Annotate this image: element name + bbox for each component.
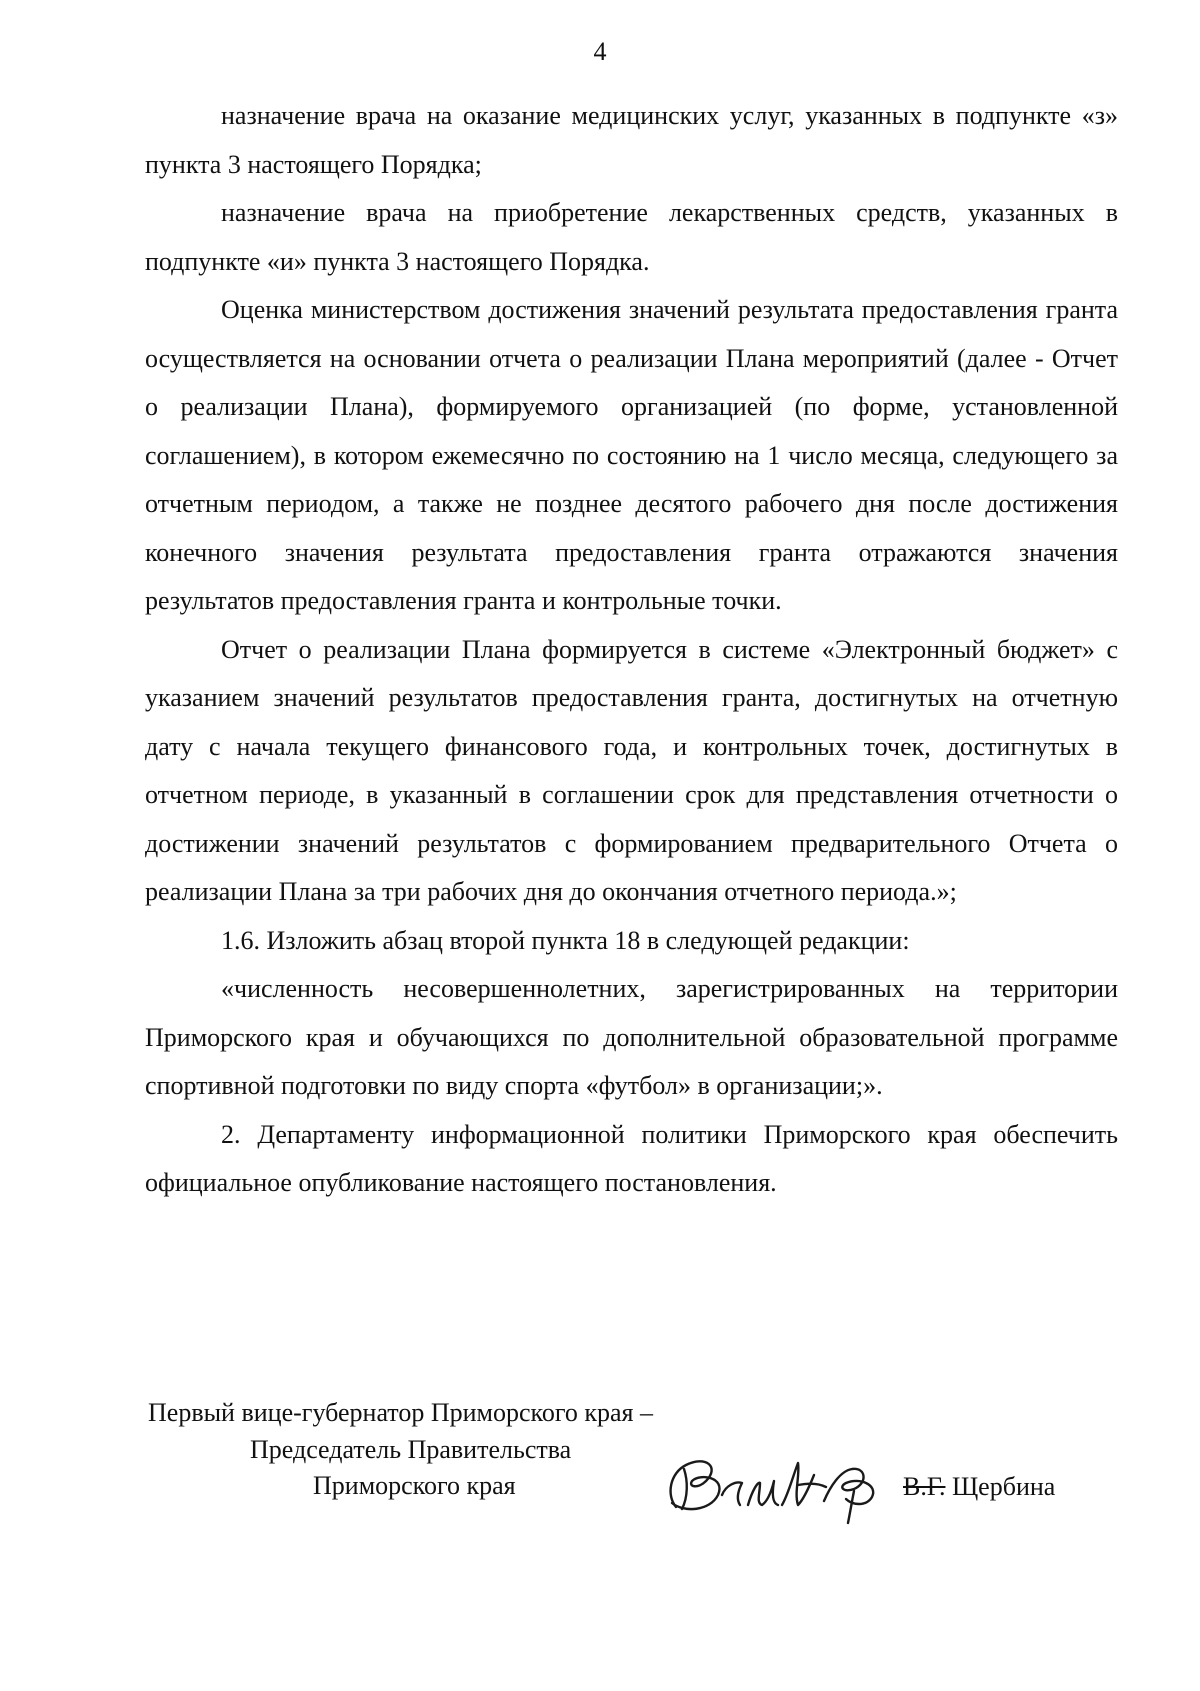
- page-number: 4: [593, 37, 607, 66]
- signer-name: [903, 1469, 1055, 1504]
- signer-position-line-1: Первый вице-губернатор Приморского края –: [148, 1398, 653, 1427]
- signer-surname: Щербина: [951, 1472, 1056, 1501]
- signer-position-line-3: Приморского края: [313, 1471, 516, 1500]
- paragraph-results-evaluation: Оценка министерством достижения значений результата предоставления гранта осуществляется на основании отчета о реализации Плана мероприятий (далее - Отчет о реализации Плана), формируемого организацией (по форме, установленной соглашением), в котором ежемесячно по состоянию на 1 число месяца, следующего за отчетным периодом, а также не позднее десятого рабочего дня после достижения конечного значения результата предоставления гранта отражаются значения результатов предоставления гранта и контрольные точки.: [145, 295, 1118, 615]
- document-body: [145, 92, 1118, 1208]
- paragraph-publication-order: 2. Департаменту информационной политики Приморского края обеспечить официальное опубликование настоящего постановления.: [145, 1119, 1118, 1197]
- handwritten-signature-image: [648, 1435, 898, 1525]
- paragraph-amendment-text: «численность несовершеннолетних, зарегистрированных на территории Приморского края и обучающихся по дополнительной образовательной программе спортивной подготовки по виду спорта «футбол» в организации;».: [145, 974, 1118, 1100]
- paragraph-doctor-medicines: назначение врача на приобретение лекарственных средств, указанных в подпункте «и» пункта 3 настоящего Порядка.: [145, 198, 1118, 276]
- signature-block: [148, 1395, 1108, 1515]
- signer-position-line-2: Председатель Правительства: [250, 1435, 572, 1464]
- paragraph-doctor-services: назначение врача на оказание медицинских услуг, указанных в подпункте «з» пункта 3 настоящего Порядка;: [145, 101, 1118, 179]
- paragraph-amendment-1-6: 1.6. Изложить абзац второй пункта 18 в следующей редакции:: [221, 925, 910, 955]
- signer-initials: В.Г.: [903, 1472, 946, 1501]
- paragraph-report-formation: Отчет о реализации Плана формируется в системе «Электронный бюджет» с указанием значений результатов предоставления гранта, достигнутых на отчетную дату с начала текущего финансового года, и контрольных точек, достигнутых в отчетном периоде, в указанный в соглашении срок для представления отчетности о достижении значений результатов с формированием предварительного Отчета о реализации Плана за три рабочих дня до окончания отчетного периода.»;: [145, 634, 1118, 906]
